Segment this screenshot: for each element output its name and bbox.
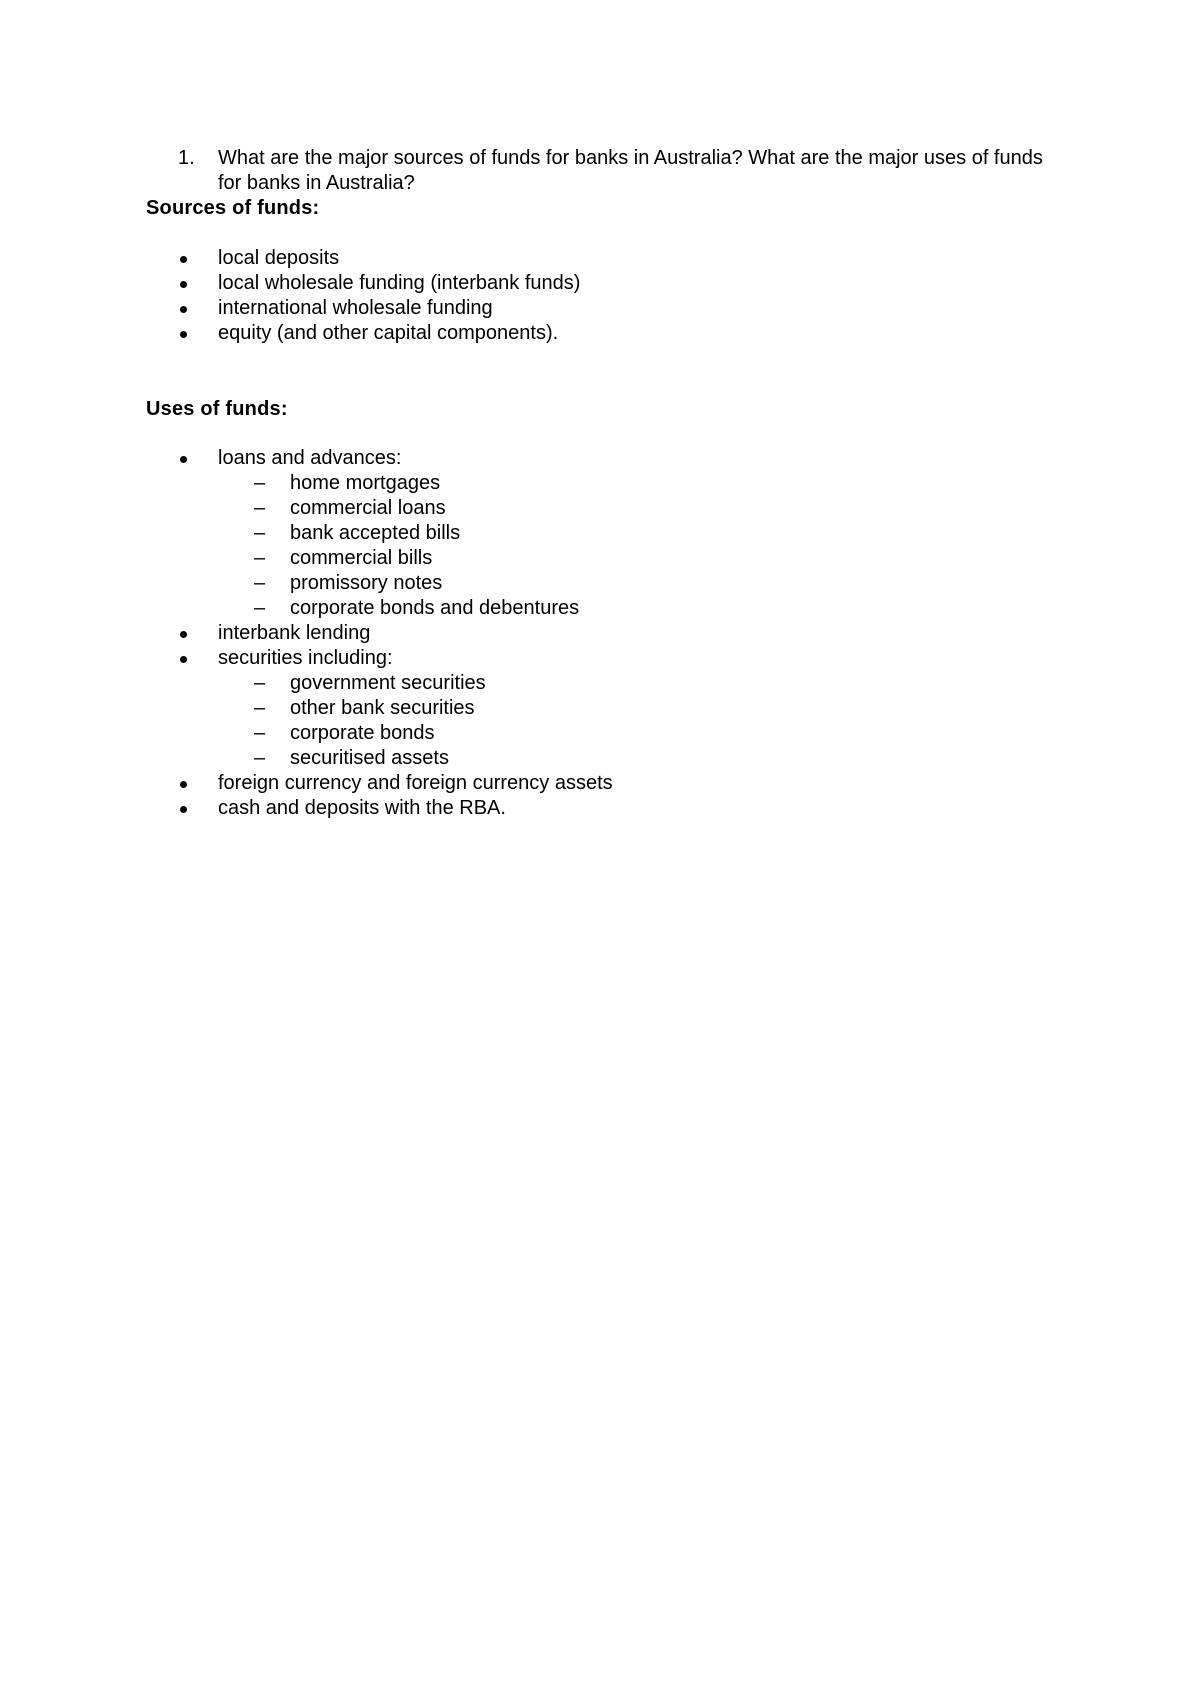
dash-icon: – [254,522,266,544]
list-item-label: loans and advances: [218,447,402,469]
sub-list [218,471,1078,621]
list-item [178,321,1078,346]
bullet-icon [180,331,187,338]
sources-list [178,246,1078,346]
sub-list-item [218,496,1078,521]
dash-icon: – [254,497,266,519]
bullet-icon [180,281,187,288]
sub-list-item [218,671,1078,696]
bullet-icon [180,256,187,263]
question-number: 1. [178,147,195,169]
bullet-icon [180,806,187,813]
sub-list [218,671,1078,771]
list-item [178,621,1078,646]
sub-list-item-label: bank accepted bills [290,522,461,544]
sub-list-item-label: promissory notes [290,572,443,594]
uses-list [178,446,1078,821]
list-item-label: local deposits [218,247,340,269]
sub-list-item-label: other bank securities [290,697,475,719]
sub-list-item [218,696,1078,721]
bullet-icon [180,656,187,663]
dash-icon: – [254,697,266,719]
bullet-icon [180,456,187,463]
list-item [178,446,1078,621]
list-item-label: foreign currency and foreign currency assets [218,772,613,794]
sub-list-item [218,596,1078,621]
sub-list-item [218,521,1078,546]
dash-icon: – [254,722,266,744]
list-item-label: international wholesale funding [218,297,493,319]
sub-list-item-label: government securities [290,672,486,694]
list-item-label: securities including: [218,647,393,669]
bullet-icon [180,781,187,788]
list-item [178,296,1078,321]
sub-list-item [218,721,1078,746]
dash-icon: – [254,472,266,494]
list-item [178,796,1078,821]
list-item [178,246,1078,271]
question-text: What are the major sources of funds for banks in Australia? What are the major uses of funds for banks in Australia? [218,147,1043,194]
dash-icon: – [254,572,266,594]
dash-icon: – [254,672,266,694]
list-item-label: local wholesale funding (interbank funds) [218,272,581,294]
sub-list-item-label: commercial bills [290,547,433,569]
sources-heading: Sources of funds: [146,197,320,219]
sub-list-item [218,571,1078,596]
dash-icon: – [254,747,266,769]
sub-list-item [218,746,1078,771]
sub-list-item-label: corporate bonds [290,722,435,744]
sub-list-item [218,471,1078,496]
dash-icon: – [254,547,266,569]
list-item-label: equity (and other capital components). [218,322,559,344]
list-item-label: cash and deposits with the RBA. [218,797,506,819]
list-item-label: interbank lending [218,622,371,644]
sub-list-item-label: corporate bonds and debentures [290,597,580,619]
list-item [178,646,1078,771]
uses-heading: Uses of funds: [146,398,288,420]
list-item [178,771,1078,796]
sub-list-item-label: commercial loans [290,497,446,519]
dash-icon: – [254,597,266,619]
bullet-icon [180,631,187,638]
sub-list-item-label: securitised assets [290,747,449,769]
sub-list-item [218,546,1078,571]
list-item [178,271,1078,296]
bullet-icon [180,306,187,313]
sub-list-item-label: home mortgages [290,472,441,494]
question-item [178,146,1068,196]
